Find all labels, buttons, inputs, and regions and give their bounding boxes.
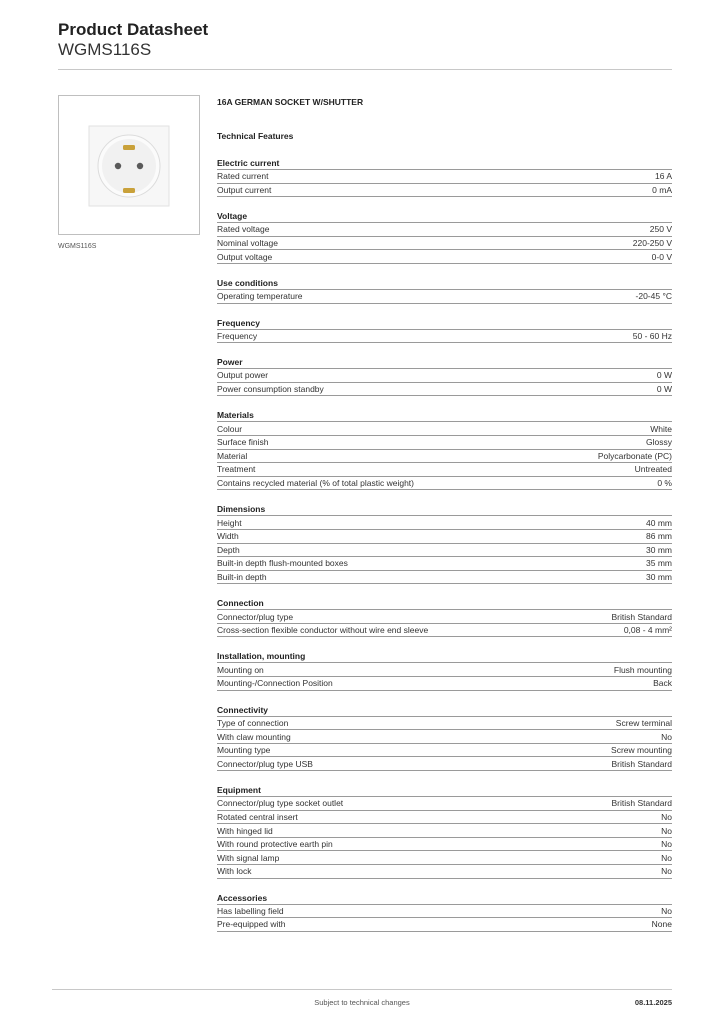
spec-section — [217, 784, 672, 879]
spec-row — [217, 624, 672, 638]
page-title: Product Datasheet — [58, 20, 209, 39]
section-title: Power — [217, 356, 672, 369]
spec-row — [217, 184, 672, 198]
spec-row — [217, 450, 672, 464]
section-title: Dimensions — [217, 503, 672, 516]
document-header — [58, 20, 208, 60]
spec-row — [217, 838, 672, 852]
spec-value: 0 W — [656, 384, 672, 395]
spec-label: Rated current — [217, 171, 269, 182]
spec-label: Type of connection — [217, 717, 289, 728]
spec-value: Glossy — [646, 437, 672, 448]
spec-label: Material — [217, 450, 248, 461]
spec-row — [217, 544, 672, 558]
spec-value: No — [661, 825, 672, 836]
technical-features-title: Technical Features — [217, 131, 294, 141]
spec-label: Nominal voltage — [217, 238, 278, 249]
footer-date: 08.11.2025 — [634, 998, 672, 1007]
spec-value: 50 - 60 Hz — [632, 330, 672, 341]
spec-value: No — [661, 811, 672, 822]
spec-label: Mounting-/Connection Position — [217, 678, 333, 689]
spec-value: British Standard — [611, 798, 672, 809]
spec-label: With hinged lid — [217, 825, 273, 836]
spec-section — [217, 597, 672, 637]
spec-value: Flush mounting — [613, 664, 672, 675]
spec-section — [217, 503, 672, 584]
spec-row — [217, 557, 672, 571]
spec-value: 30 mm — [646, 571, 672, 582]
spec-row — [217, 422, 672, 436]
footer-divider — [52, 989, 672, 990]
section-title: Connection — [217, 597, 672, 610]
spec-label: Contains recycled material (% of total plastic weight) — [217, 478, 414, 489]
spec-value: No — [661, 839, 672, 850]
spec-label: Output power — [217, 370, 269, 381]
spec-row — [217, 851, 672, 865]
spec-row — [217, 530, 672, 544]
spec-row — [217, 744, 672, 758]
spec-value: No — [661, 731, 672, 742]
section-title: Materials — [217, 409, 672, 422]
spec-value: 0 mA — [652, 184, 672, 195]
spec-value: None — [651, 919, 672, 930]
spec-value: Polycarbonate (PC) — [597, 450, 672, 461]
spec-label: Has labelling field — [217, 905, 284, 916]
spec-label: Depth — [217, 544, 240, 555]
spec-label: Rated voltage — [217, 224, 270, 235]
section-title: Equipment — [217, 784, 672, 797]
spec-row — [217, 290, 672, 304]
spec-label: With lock — [217, 866, 252, 877]
product-image — [58, 95, 200, 235]
spec-row — [217, 610, 672, 624]
spec-row — [217, 436, 672, 450]
spec-label: Connector/plug type USB — [217, 758, 313, 769]
spec-label: Output current — [217, 184, 272, 195]
spec-value: 0 W — [656, 370, 672, 381]
spec-row — [217, 824, 672, 838]
spec-value: Screw terminal — [615, 717, 672, 728]
spec-value: 35 mm — [646, 558, 672, 569]
spec-sections — [217, 157, 672, 932]
spec-value: No — [661, 852, 672, 863]
spec-row — [217, 905, 672, 919]
spec-value: No — [661, 866, 672, 877]
spec-row — [217, 677, 672, 691]
spec-row — [217, 237, 672, 251]
section-title: Accessories — [217, 892, 672, 905]
spec-row — [217, 571, 672, 585]
spec-label: Connector/plug type — [217, 611, 294, 622]
spec-label: With round protective earth pin — [217, 839, 333, 850]
spec-label: Surface finish — [217, 437, 269, 448]
spec-label: Output voltage — [217, 251, 273, 262]
spec-row — [217, 463, 672, 477]
product-name: 16A GERMAN SOCKET W/SHUTTER — [217, 97, 364, 107]
header-divider — [58, 69, 672, 70]
spec-section — [217, 157, 672, 197]
spec-label: Pre-equipped with — [217, 919, 286, 930]
spec-label: Width — [217, 531, 239, 542]
spec-row — [217, 477, 672, 491]
section-title: Installation, mounting — [217, 650, 672, 663]
spec-label: Operating temperature — [217, 291, 303, 302]
spec-value: No — [661, 905, 672, 916]
spec-row — [217, 369, 672, 383]
spec-section — [217, 704, 672, 771]
spec-row — [217, 223, 672, 237]
spec-value: 40 mm — [646, 517, 672, 528]
spec-label: Treatment — [217, 464, 256, 475]
footer-note: Subject to technical changes — [314, 998, 410, 1007]
spec-label: Mounting type — [217, 745, 271, 756]
spec-value: 16 A — [654, 171, 672, 182]
section-title: Connectivity — [217, 704, 672, 717]
spec-label: With claw mounting — [217, 731, 291, 742]
spec-label: Cross-section flexible conductor without wire end sleeve — [217, 625, 429, 636]
spec-section — [217, 317, 672, 344]
section-title: Frequency — [217, 317, 672, 330]
spec-value: White — [650, 423, 672, 434]
section-title: Use conditions — [217, 277, 672, 290]
spec-row — [217, 811, 672, 825]
spec-label: Mounting on — [217, 664, 264, 675]
spec-value: 220-250 V — [632, 238, 672, 249]
spec-section — [217, 650, 672, 690]
spec-section — [217, 210, 672, 264]
spec-row — [217, 383, 672, 397]
spec-label: Power consumption standby — [217, 384, 324, 395]
spec-value: 250 V — [649, 224, 672, 235]
image-caption: WGMS116S — [58, 243, 97, 250]
spec-row — [217, 250, 672, 264]
spec-value: 86 mm — [646, 531, 672, 542]
spec-section — [217, 892, 672, 932]
spec-value: 0,08 - 4 mm² — [623, 625, 672, 636]
spec-row — [217, 170, 672, 184]
spec-value: Screw mounting — [611, 745, 672, 756]
spec-label: Height — [217, 517, 242, 528]
spec-section — [217, 356, 672, 396]
spec-value: British Standard — [611, 758, 672, 769]
spec-section — [217, 277, 672, 304]
spec-row — [217, 663, 672, 677]
spec-value: 0 % — [657, 478, 672, 489]
spec-row — [217, 516, 672, 530]
spec-label: Connector/plug type socket outlet — [217, 798, 344, 809]
spec-label: Colour — [217, 423, 243, 434]
socket-illustration — [59, 96, 199, 234]
spec-label: Built-in depth — [217, 571, 267, 582]
spec-row — [217, 730, 672, 744]
datasheet-content — [217, 96, 672, 932]
spec-value: Back — [653, 678, 672, 689]
spec-label: Built-in depth flush-mounted boxes — [217, 558, 348, 569]
spec-row — [217, 757, 672, 771]
spec-label: With signal lamp — [217, 852, 280, 863]
spec-row — [217, 918, 672, 932]
product-code: WGMS116S — [58, 40, 152, 59]
spec-value: 30 mm — [646, 544, 672, 555]
section-title: Electric current — [217, 157, 672, 170]
spec-row — [217, 865, 672, 879]
spec-value: 0-0 V — [651, 251, 672, 262]
spec-row — [217, 797, 672, 811]
spec-label: Rotated central insert — [217, 811, 298, 822]
spec-section — [217, 409, 672, 490]
spec-label: Frequency — [217, 330, 258, 341]
spec-row — [217, 330, 672, 344]
spec-row — [217, 717, 672, 731]
spec-value: British Standard — [611, 611, 672, 622]
spec-value: -20-45 °C — [635, 291, 672, 302]
spec-value: Untreated — [634, 464, 672, 475]
section-title: Voltage — [217, 210, 672, 223]
